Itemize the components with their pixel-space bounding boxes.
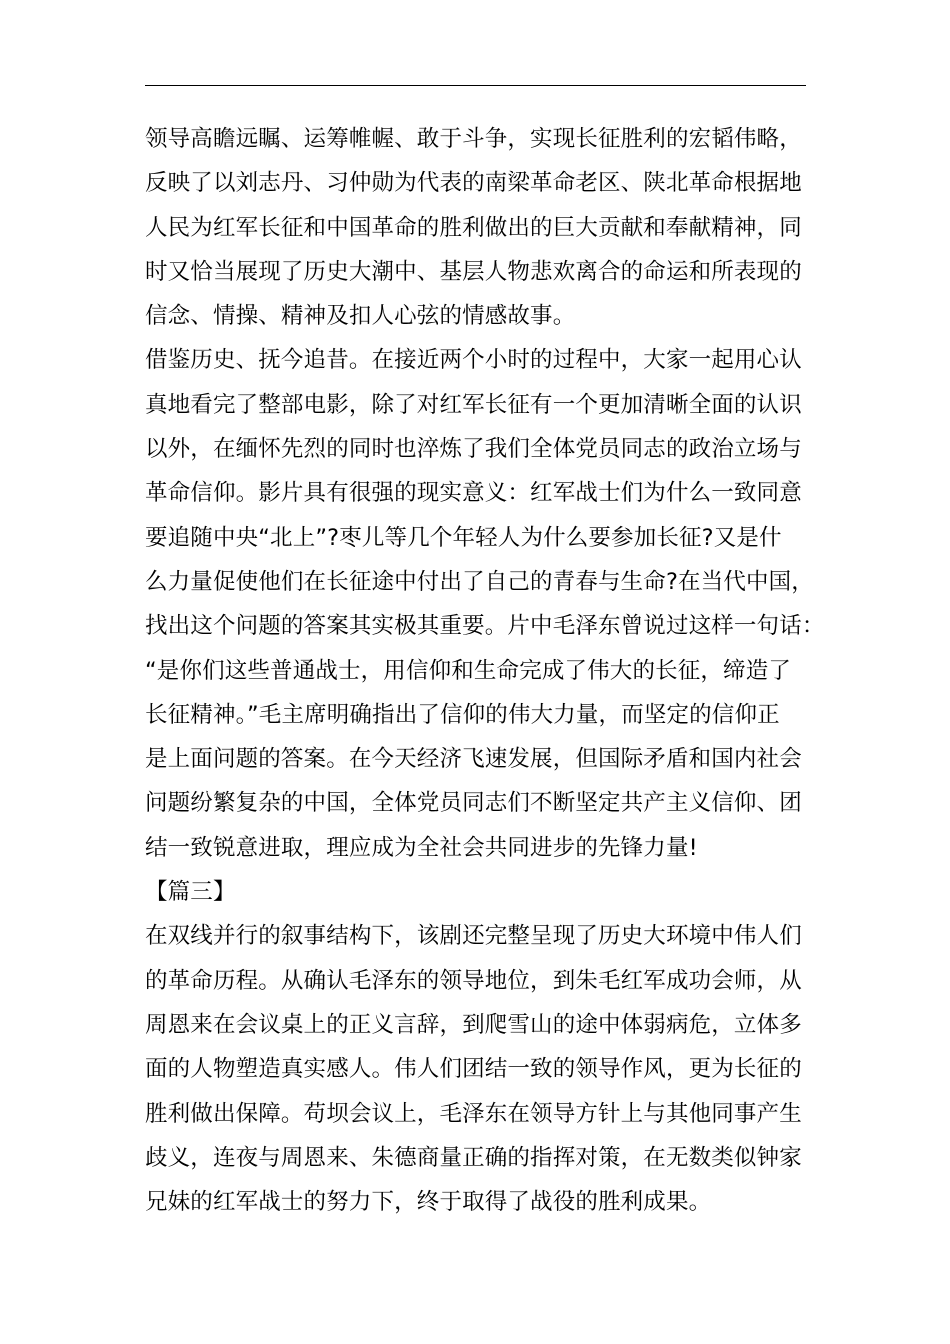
- text-line: 么力量促使他们在长征途中付出了自己的青春与生命?在当代中国，: [145, 568, 814, 595]
- text-line: 借鉴历史、抚今追昔。在接近两个小时的过程中，大家一起用心认: [145, 347, 802, 374]
- text-line: 兄妹的红军战士的努力下，终于取得了战役的胜利成果。: [145, 1189, 712, 1216]
- section-heading: 【篇三】: [145, 879, 236, 906]
- text-line: 长征精神。”毛主席明确指出了信仰的伟大力量，而坚定的信仰正: [145, 701, 780, 728]
- text-line: 反映了以刘志丹、习仲勋为代表的南梁革命老区、陕北革命根据地: [145, 170, 802, 197]
- text-line: 以外，在缅怀先烈的同时也淬炼了我们全体党员同志的政治立场与: [145, 436, 802, 463]
- text-line: 在双线并行的叙事结构下，该剧还完整呈现了历史大环境中伟人们: [145, 923, 802, 950]
- text-line: 时又恰当展现了历史大潮中、基层人物悲欢离合的命运和所表现的: [145, 258, 802, 285]
- text-line: 找出这个问题的答案其实极其重要。片中毛泽东曾说过这样一句话：: [145, 613, 825, 640]
- text-line: 是上面问题的答案。在今天经济飞速发展，但国际矛盾和国内社会: [145, 746, 802, 773]
- text-line: 革命信仰。影片具有很强的现实意义：红军战士们为什么一致同意: [145, 480, 802, 507]
- text-line: 领导高瞻远瞩、运筹帷幄、敢于斗争，实现长征胜利的宏韬伟略，: [145, 126, 802, 152]
- text-line: 胜利做出保障。苟坝会议上，毛泽东在领导方针上与其他同事产生: [145, 1100, 802, 1127]
- document-body: [145, 117, 825, 1224]
- text-line: 的革命历程。从确认毛泽东的领导地位，到朱毛红军成功会师，从: [145, 967, 802, 994]
- text-line: “是你们这些普通战士，用信仰和生命完成了伟大的长征，缔造了: [145, 657, 792, 684]
- text-line: 真地看完了整部电影，除了对红军长征有一个更加清晰全面的认识: [145, 391, 802, 418]
- text-line: 歧义，连夜与周恩来、朱德商量正确的指挥对策，在无数类似钟家: [145, 1144, 802, 1171]
- text-line: 面的人物塑造真实感人。伟人们团结一致的领导作风，更为长征的: [145, 1056, 802, 1083]
- text-line: 周恩来在会议桌上的正义言辞，到爬雪山的途中体弱病危，立体多: [145, 1011, 802, 1038]
- text-line: 信念、情操、精神及扣人心弦的情感故事。: [145, 303, 576, 330]
- text-line: 结一致锐意进取，理应成为全社会共同进步的先锋力量!: [145, 834, 698, 861]
- text-line: 人民为红军长征和中国革命的胜利做出的巨大贡献和奉献精神，同: [145, 214, 802, 241]
- text-line: 要追随中央“北上”?枣儿等几个年轻人为什么要参加长征?又是什: [145, 524, 782, 551]
- text-line: 问题纷繁复杂的中国，全体党员同志们不断坚定共产主义信仰、团: [145, 790, 802, 817]
- header-rule: [145, 85, 806, 86]
